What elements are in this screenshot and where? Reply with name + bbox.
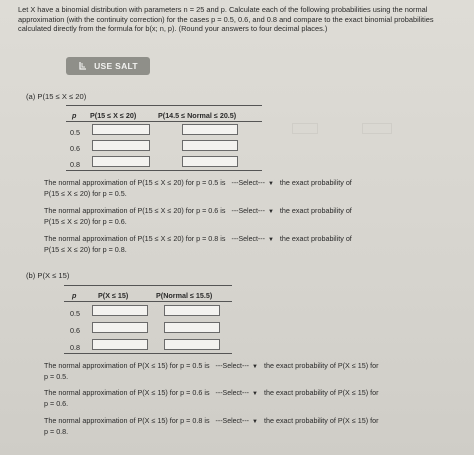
statement-text: The normal approximation of P(X ≤ 15) for p = 0.5 is xyxy=(44,361,210,370)
normal-input-p08[interactable] xyxy=(164,339,220,350)
normal-input-p05[interactable] xyxy=(164,305,220,316)
header-normal: P(Normal ≤ 15.5) xyxy=(156,291,213,300)
header-p: p xyxy=(72,111,77,120)
select-label: ---Select--- xyxy=(231,208,265,215)
statement-text: p = 0.5. xyxy=(44,372,69,382)
statement-text: P(15 ≤ X ≤ 20) for p = 0.8. xyxy=(44,245,127,255)
select-label: ---Select--- xyxy=(231,180,265,187)
background-ghost xyxy=(362,123,392,134)
comparison-select[interactable] xyxy=(231,235,273,245)
normal-input-p06[interactable] xyxy=(164,322,220,333)
statement-text: the exact probability of xyxy=(279,178,352,187)
row-p-value: 0.5 xyxy=(70,128,80,137)
background-ghost xyxy=(292,123,318,134)
normal-input-p05[interactable] xyxy=(182,124,238,135)
statement-text: the exact probability of P(X ≤ 15) for xyxy=(263,388,379,397)
exact-input-p08[interactable] xyxy=(92,339,148,350)
use-salt-label: USE SALT xyxy=(94,61,138,71)
comparison-select[interactable] xyxy=(231,179,273,189)
statement-text: The normal approximation of P(15 ≤ X ≤ 20) for p = 0.5 is xyxy=(44,178,226,187)
table-rule xyxy=(66,170,262,171)
header-exact: P(X ≤ 15) xyxy=(98,291,129,300)
part-b-statement-3 xyxy=(44,416,379,437)
normal-input-p06[interactable] xyxy=(182,140,238,151)
select-label: ---Select--- xyxy=(215,418,249,425)
exact-input-p05[interactable] xyxy=(92,305,148,316)
statement-text: The normal approximation of P(X ≤ 15) for p = 0.8 is xyxy=(44,416,210,425)
chevron-down-icon: ▼ xyxy=(267,209,274,215)
salt-shaker-icon xyxy=(78,61,88,71)
problem-statement: Let X have a binomial distribution with parameters n = 25 and p. Calculate each of the following probabilities using the normal approximation (with the continuity correction) for the cases p = 0.5, 0.6, and 0.8 and compare to the exact binomial probabilities calculated directly from the formula for b(x; n, p). (Round your answers to four decimal places.) xyxy=(18,5,434,34)
comparison-select[interactable] xyxy=(231,207,273,217)
part-a-statement-2 xyxy=(44,206,352,227)
table-rule xyxy=(64,285,232,286)
select-label: ---Select--- xyxy=(215,390,249,397)
statement-text: The normal approximation of P(15 ≤ X ≤ 20) for p = 0.8 is xyxy=(44,234,226,243)
comparison-select[interactable] xyxy=(216,417,258,427)
row-p-value: 0.8 xyxy=(70,343,80,352)
normal-input-p08[interactable] xyxy=(182,156,238,167)
chevron-down-icon: ▼ xyxy=(252,364,258,370)
chevron-down-icon: ▼ xyxy=(252,419,258,425)
part-a-statement-1 xyxy=(44,178,352,199)
select-label: ---Select--- xyxy=(215,363,249,370)
part-b-statement-2 xyxy=(44,388,379,409)
use-salt-button[interactable] xyxy=(66,57,150,75)
statement-text: p = 0.8. xyxy=(44,427,69,437)
comparison-select[interactable] xyxy=(216,389,258,399)
chevron-down-icon: ▼ xyxy=(267,237,274,243)
exact-input-p05[interactable] xyxy=(92,124,150,135)
table-rule xyxy=(64,301,232,302)
statement-text: P(15 ≤ X ≤ 20) for p = 0.5. xyxy=(44,189,127,199)
statement-text: the exact probability of xyxy=(279,234,352,243)
row-p-value: 0.8 xyxy=(70,160,80,169)
table-rule xyxy=(66,105,262,106)
exact-input-p06[interactable] xyxy=(92,140,150,151)
header-exact: P(15 ≤ X ≤ 20) xyxy=(90,111,137,120)
part-a-statement-3 xyxy=(44,234,352,255)
table-rule xyxy=(64,353,232,354)
comparison-select[interactable] xyxy=(216,362,258,372)
part-a-label: (a) P(15 ≤ X ≤ 20) xyxy=(26,92,87,101)
part-b-statement-1 xyxy=(44,361,379,382)
select-label: ---Select--- xyxy=(231,236,265,243)
table-rule xyxy=(66,121,262,122)
statement-text: the exact probability of P(X ≤ 15) for xyxy=(263,361,379,370)
header-normal: P(14.5 ≤ Normal ≤ 20.5) xyxy=(158,111,237,120)
statement-text: the exact probability of xyxy=(279,206,352,215)
chevron-down-icon: ▼ xyxy=(252,391,258,397)
statement-text: The normal approximation of P(X ≤ 15) for p = 0.6 is xyxy=(44,388,210,397)
statement-text: p = 0.6. xyxy=(44,399,69,409)
exact-input-p08[interactable] xyxy=(92,156,150,167)
exact-input-p06[interactable] xyxy=(92,322,148,333)
header-p: p xyxy=(72,291,77,300)
statement-text: P(15 ≤ X ≤ 20) for p = 0.6. xyxy=(44,217,127,227)
chevron-down-icon: ▼ xyxy=(267,181,274,187)
statement-text: the exact probability of P(X ≤ 15) for xyxy=(263,416,379,425)
row-p-value: 0.6 xyxy=(70,326,80,335)
row-p-value: 0.6 xyxy=(70,144,80,153)
part-b-label: (b) P(X ≤ 15) xyxy=(26,271,70,280)
row-p-value: 0.5 xyxy=(70,309,80,318)
statement-text: The normal approximation of P(15 ≤ X ≤ 20) for p = 0.6 is xyxy=(44,206,226,215)
